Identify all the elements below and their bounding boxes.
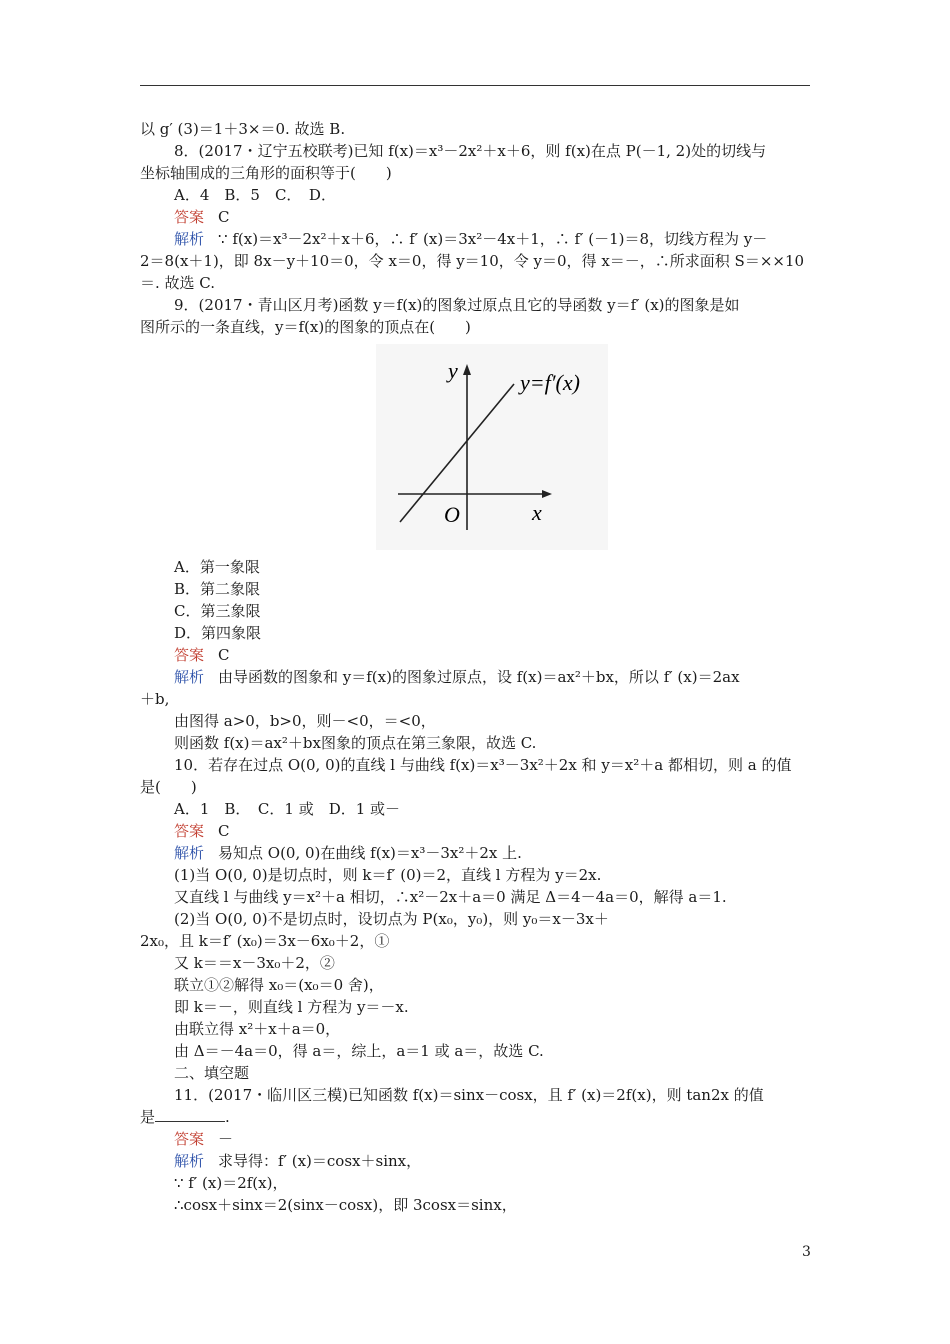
answer-value: C — [218, 646, 230, 664]
q11-explain-3: ∴cosx＋sinx＝2(sinx－cosx)，即 3cosx＝sinx， — [174, 1196, 517, 1214]
q10-answer — [140, 820, 812, 842]
page-number: 3 — [802, 1244, 811, 1260]
explain-text: 由导函数的图象和 y＝f(x)的图象过原点，设 f(x)＝ax²＋bx，所以 f′ (x)＝2ax — [218, 668, 740, 686]
y-axis-arrow — [463, 364, 471, 375]
answer-label: 答案 — [174, 646, 205, 664]
y-axis-label: y — [448, 358, 458, 383]
explain-text: ∵ f(x)＝x³－2x²＋x＋6，∴ f′ (x)＝3x²－4x＋1，∴ f′ (－1)＝8，切线方程为 y－ — [218, 230, 768, 248]
curve-label: y=f′(x) — [520, 370, 580, 395]
q11-answer — [140, 1128, 812, 1150]
q11-stem: 11．(2017・临川区三模)已知函数 f(x)＝sinx－cosx，且 f′ (x)＝2f(x)，则 tan2x 的值 — [174, 1086, 764, 1104]
section-title: 二、填空题 — [174, 1064, 250, 1082]
q9-option-c: C．第三象限 — [174, 602, 261, 620]
q11-stem-suffix: . — [225, 1108, 230, 1126]
answer-blank — [155, 1107, 225, 1122]
q10-explain-4: (2)当 O(0, 0)不是切点时，设切点为 P(x₀，y₀)，则 y₀＝x－3x＋ — [174, 910, 609, 928]
q10-explain-9: 由联立得 x²＋x＋a＝0， — [174, 1020, 341, 1038]
q9-explain-4: 则函数 f(x)＝ax²＋bx图象的顶点在第三象限，故选 C. — [174, 734, 537, 752]
answer-value: － — [218, 1130, 234, 1148]
q9-explain — [140, 666, 812, 688]
answer-value: C — [218, 208, 230, 226]
q9-option-a: A．第一象限 — [174, 558, 260, 576]
explain-label: 解析 — [174, 844, 205, 862]
q11-stem-prefix: 是 — [140, 1108, 156, 1126]
q11-explain — [140, 1150, 812, 1172]
x-axis-arrow — [542, 490, 552, 498]
q9-explain-3: 由图得 a>0，b>0，则－<0，＝<0， — [174, 712, 436, 730]
q9-answer — [140, 644, 812, 666]
q8-explain — [140, 228, 812, 250]
q10-explain-8: 即 k＝－，则直线 l 方程为 y＝－x. — [174, 998, 409, 1016]
explain-label: 解析 — [174, 1152, 205, 1170]
text-line: 以 g′ (3)＝1＋3×＝0. 故选 B. — [140, 120, 346, 138]
q10-explain-2: (1)当 O(0, 0)是切点时，则 k＝f′ (0)＝2，直线 l 方程为 y＝2x. — [174, 866, 602, 884]
q11-explain-2: ∵ f′ (x)＝2f(x)， — [174, 1174, 288, 1192]
answer-label: 答案 — [174, 208, 205, 226]
origin-label: O — [444, 502, 460, 527]
q10-explain-5: 2x₀，且 k＝f′ (x₀)＝3x－6x₀＋2，① — [140, 932, 390, 950]
q8-explain-2: 2＝8(x＋1)，即 8x－y＋10＝0，令 x＝0，得 y＝10，令 y＝0，得 x＝－，∴所求面积 S＝××10 — [140, 252, 805, 270]
header-rule — [140, 85, 810, 86]
explain-text: 易知点 O(0, 0)在曲线 f(x)＝x³－3x²＋2x 上. — [218, 844, 522, 862]
q9-option-b: B．第二象限 — [174, 580, 261, 598]
x-axis-label: x — [532, 500, 542, 525]
page-content — [140, 118, 812, 1216]
explain-label: 解析 — [174, 230, 205, 248]
q9-option-d: D．第四象限 — [174, 624, 262, 642]
q8-explain-3: ＝. 故选 C. — [140, 274, 216, 292]
q9-stem-cont: 图所示的一条直线，y＝f(x)的图象的顶点在( ) — [140, 318, 471, 336]
derivative-graph — [376, 344, 608, 550]
q10-explain-6: 又 k＝＝x－3x₀＋2，② — [174, 954, 335, 972]
explain-text: 求导得：f′ (x)＝cosx＋sinx， — [218, 1152, 422, 1170]
q10-explain — [140, 842, 812, 864]
q10-explain-3: 又直线 l 与曲线 y＝x²＋a 相切，∴x²－2x＋a＝0 满足 Δ＝4－4a＝0，解得 a＝1. — [174, 888, 727, 906]
q10-explain-7: 联立①②解得 x₀＝(x₀＝0 舍)， — [174, 976, 384, 994]
q10-stem: 10．若存在过点 O(0, 0)的直线 l 与曲线 f(x)＝x³－3x²＋2x 和 y＝x²＋a 都相切，则 a 的值 — [174, 756, 792, 774]
q11-stem-cont — [140, 1106, 812, 1128]
q8-answer — [140, 206, 812, 228]
answer-value: C — [218, 822, 230, 840]
q9-explain-2: ＋b, — [140, 690, 170, 708]
q8-stem-cont: 坐标轴围成的三角形的面积等于( ) — [140, 164, 392, 182]
answer-label: 答案 — [174, 1130, 205, 1148]
q8-options: A．4 B．5 C． D． — [174, 186, 336, 204]
q8-stem: 8．(2017・辽宁五校联考)已知 f(x)＝x³－2x²＋x＋6，则 f(x)在点 P(－1, 2)处的切线与 — [174, 142, 767, 160]
explain-label: 解析 — [174, 668, 205, 686]
q10-explain-10: 由 Δ＝－4a＝0，得 a＝，综上，a＝1 或 a＝，故选 C. — [174, 1042, 544, 1060]
derivative-graph-figure — [376, 344, 608, 550]
q9-stem: 9．(2017・青山区月考)函数 y＝f(x)的图象过原点且它的导函数 y＝f′ (x)的图象是如 — [174, 296, 740, 314]
q10-stem-cont: 是( ) — [140, 778, 197, 796]
q10-options: A．1 B． C．1 或 D．1 或－ — [174, 800, 401, 818]
answer-label: 答案 — [174, 822, 205, 840]
